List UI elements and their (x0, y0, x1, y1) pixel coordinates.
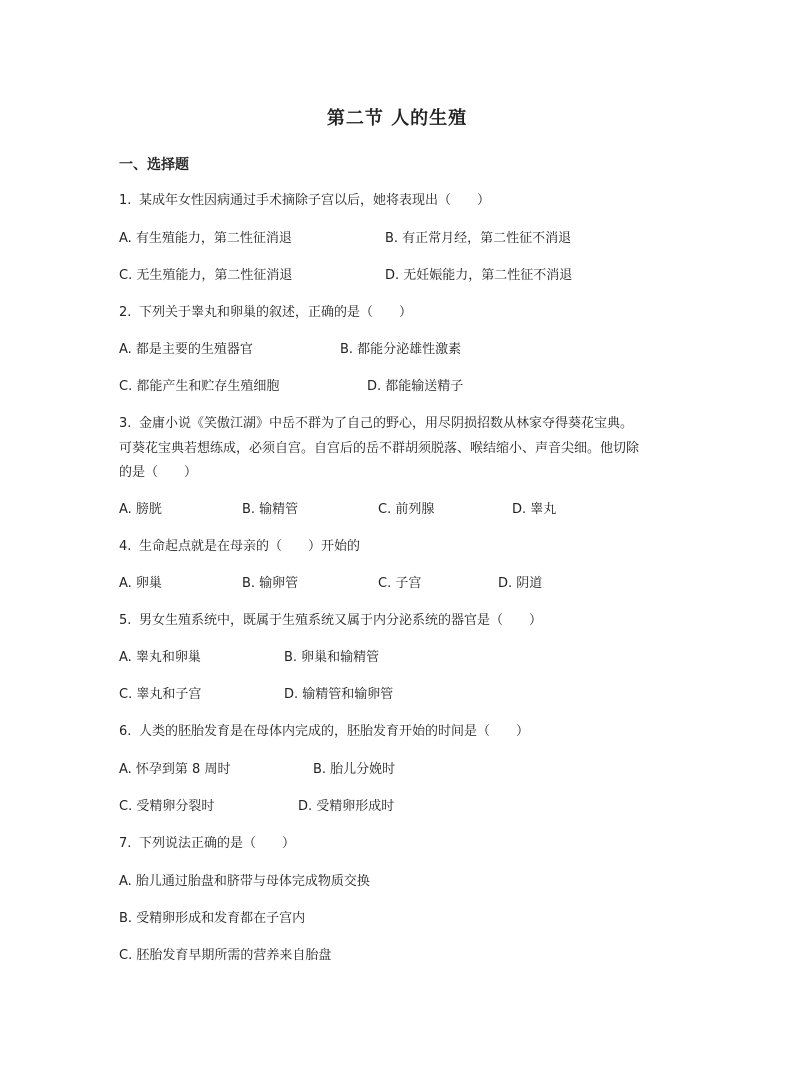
question-3 (119, 415, 633, 433)
q4-option-b: B. 输卵管 (242, 576, 299, 591)
q7-option-b: B. 受精卵形成和发育都在子宫内 (119, 911, 306, 926)
question-text: 下列关于睾丸和卵巢的叙述，正确的是（ ） (139, 305, 413, 320)
q5-option-a: A. 睾丸和卵巢 (119, 650, 201, 665)
section-heading: 一、选择题 (119, 157, 189, 173)
question-6 (119, 723, 529, 741)
q1-option-b: B. 有正常月经，第二性征不消退 (385, 231, 572, 246)
question-3-line-2: 可葵花宝典若想练成，必须自宫。自宫后的岳不群胡须脱落、喉结缩小、声音尖细。他切除 (119, 441, 640, 456)
q5-option-b: B. 卵巢和输精管 (284, 650, 380, 665)
question-number: 3. (119, 416, 132, 431)
q3-option-b: B. 输精管 (242, 502, 299, 517)
question-7 (119, 835, 295, 853)
q1-option-d: D. 无妊娠能力，第二性征不消退 (385, 268, 573, 283)
question-1 (119, 192, 490, 210)
q5-option-c: C. 睾丸和子宫 (119, 687, 202, 702)
q1-option-c: C. 无生殖能力，第二性征消退 (119, 268, 293, 283)
question-text: 生命起点就是在母亲的（ ）开始的 (139, 539, 361, 554)
q6-option-b: B. 胎儿分娩时 (313, 762, 396, 777)
question-number: 5. (119, 613, 132, 628)
question-3-line-3: 的是（ ） (119, 465, 198, 480)
q3-option-c: C. 前列腺 (378, 502, 435, 517)
q4-option-a: A. 卵巢 (119, 576, 162, 591)
q2-option-c: C. 都能产生和贮存生殖细胞 (119, 379, 280, 394)
q1-option-a: A. 有生殖能力，第二性征消退 (119, 231, 292, 246)
q6-option-c: C. 受精卵分裂时 (119, 799, 215, 814)
q6-option-a: A. 怀孕到第 8 周时 (119, 762, 231, 777)
q7-option-c: C. 胚胎发育早期所需的营养来自胎盘 (119, 948, 332, 963)
question-text: 某成年女性因病通过手术摘除子宫以后，她将表现出（ ） (139, 193, 491, 208)
q7-option-a: A. 胎儿通过胎盘和脐带与母体完成物质交换 (119, 874, 370, 889)
question-4 (119, 538, 360, 556)
q6-option-d: D. 受精卵形成时 (298, 799, 395, 814)
q4-option-d: D. 阴道 (498, 576, 543, 591)
question-number: 2. (119, 305, 132, 320)
question-text: 下列说法正确的是（ ） (139, 836, 296, 851)
q2-option-a: A. 都是主要的生殖器官 (119, 342, 253, 357)
page-title: 第二节 人的生殖 (326, 108, 468, 129)
question-text-line-1: 金庸小说《笑傲江湖》中岳不群为了自己的野心，用尽阴损招数从林家夺得葵花宝典。 (139, 416, 634, 431)
question-number: 6. (119, 724, 132, 739)
q2-option-d: D. 都能输送精子 (367, 379, 464, 394)
question-5 (119, 612, 542, 630)
question-number: 4. (119, 539, 132, 554)
question-text: 男女生殖系统中，既属于生殖系统又属于内分泌系统的器官是（ ） (139, 613, 543, 628)
q3-option-a: A. 膀胱 (119, 502, 162, 517)
question-text: 人类的胚胎发育是在母体内完成的，胚胎发育开始的时间是（ ） (139, 724, 530, 739)
q4-option-c: C. 子宫 (378, 576, 422, 591)
question-2 (119, 304, 412, 322)
question-number: 7. (119, 836, 132, 851)
q5-option-d: D. 输精管和输卵管 (284, 687, 394, 702)
q3-option-d: D. 睾丸 (512, 502, 557, 517)
question-number: 1. (119, 193, 132, 208)
q2-option-b: B. 都能分泌雄性激素 (340, 342, 462, 357)
